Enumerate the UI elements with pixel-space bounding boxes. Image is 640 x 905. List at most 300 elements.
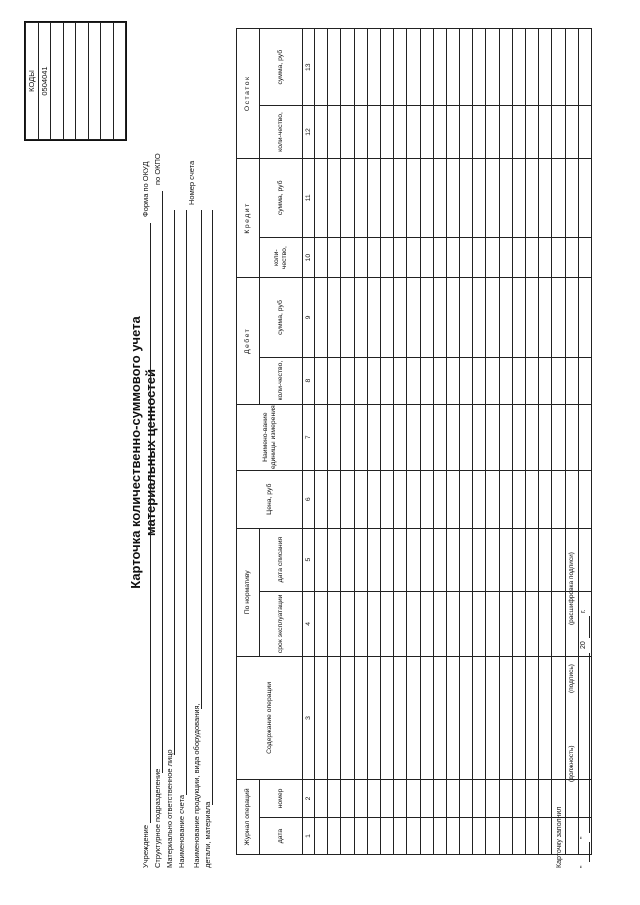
table-cell [552, 158, 565, 237]
codes-block [25, 22, 126, 140]
table-cell [526, 404, 539, 470]
table-cell [394, 278, 407, 357]
balance-sum-header: сумма, руб [260, 29, 303, 106]
table-cell [486, 779, 499, 817]
table-cell [407, 528, 420, 591]
table-cell [526, 158, 539, 237]
table-cell [499, 158, 512, 237]
table-cell [460, 404, 473, 470]
table-cell [473, 404, 486, 470]
table-cell [328, 591, 341, 656]
table-cell [420, 29, 433, 106]
product-name-label-2: детали, материала [203, 801, 212, 868]
table-cell [460, 591, 473, 656]
table-cell [552, 470, 565, 528]
table-row [486, 29, 499, 855]
table-cell [341, 591, 354, 656]
table-cell [367, 278, 380, 357]
table-cell [367, 656, 380, 779]
table-cell [512, 238, 525, 278]
table-cell [433, 591, 446, 656]
table-cell [499, 470, 512, 528]
table-cell [552, 656, 565, 779]
table-cell [578, 158, 591, 237]
table-cell [341, 404, 354, 470]
table-cell [433, 470, 446, 528]
column-numbers-row [303, 29, 315, 855]
table-cell [486, 470, 499, 528]
table-cell [512, 106, 525, 158]
signature-line [565, 643, 566, 705]
table-cell [539, 528, 552, 591]
table-cell [539, 470, 552, 528]
table-cell [552, 278, 565, 357]
table-cell [512, 528, 525, 591]
column-number: 12 [303, 106, 315, 158]
table-cell [526, 818, 539, 855]
table-cell [526, 656, 539, 779]
table-cell [380, 818, 393, 855]
table-cell [460, 106, 473, 158]
table-cell [526, 278, 539, 357]
table-cell [407, 591, 420, 656]
table-cell [565, 29, 578, 106]
table-cell [380, 357, 393, 404]
table-cell [407, 404, 420, 470]
table-cell [380, 528, 393, 591]
table-cell [328, 404, 341, 470]
table-cell [394, 470, 407, 528]
table-cell [552, 106, 565, 158]
table-cell [394, 404, 407, 470]
table-cell [578, 404, 591, 470]
table-cell [526, 528, 539, 591]
table-cell [446, 591, 459, 656]
table-cell [380, 404, 393, 470]
table-cell [486, 158, 499, 237]
codes-header: КОДЫ [26, 23, 39, 140]
table-cell [460, 158, 473, 237]
table-cell [394, 238, 407, 278]
table-row [367, 29, 380, 855]
table-cell [328, 818, 341, 855]
table-cell [446, 158, 459, 237]
year-prefix: 20 [580, 641, 587, 649]
table-cell [473, 470, 486, 528]
table-cell [552, 591, 565, 656]
table-row [380, 29, 393, 855]
table-row [552, 29, 565, 855]
table-cell [473, 106, 486, 158]
table-cell [420, 591, 433, 656]
table-cell [473, 158, 486, 237]
table-cell [328, 238, 341, 278]
table-cell [394, 158, 407, 237]
table-cell [420, 528, 433, 591]
table-cell [486, 29, 499, 106]
table-cell [394, 779, 407, 817]
table-cell [539, 656, 552, 779]
decoding-caption: (расшифровка подписи) [568, 552, 575, 625]
signature-caption: (подпись) [568, 664, 575, 693]
table-cell [394, 357, 407, 404]
table-cell [433, 779, 446, 817]
table-row [354, 29, 367, 855]
column-number: 6 [303, 470, 315, 528]
table-cell [446, 470, 459, 528]
norm-header: По нормативу [237, 528, 260, 656]
table-cell [407, 357, 420, 404]
product-name-line-2 [212, 210, 213, 805]
table-cell [328, 29, 341, 106]
table-cell [499, 404, 512, 470]
table-row [394, 29, 407, 855]
table-row [328, 29, 341, 855]
table-cell [446, 238, 459, 278]
table-cell [526, 470, 539, 528]
table-cell [473, 357, 486, 404]
table-cell [354, 656, 367, 779]
table-cell [446, 818, 459, 855]
table-cell [433, 528, 446, 591]
table-cell [367, 818, 380, 855]
balance-qty-header: коли-чество, [260, 106, 303, 158]
table-cell [420, 656, 433, 779]
table-cell [341, 158, 354, 237]
table-cell [552, 29, 565, 106]
table-row [512, 29, 525, 855]
data-rows [315, 29, 592, 855]
table-cell [420, 158, 433, 237]
table-cell [380, 591, 393, 656]
table-cell [512, 470, 525, 528]
table-cell [354, 404, 367, 470]
table-cell [380, 29, 393, 106]
table-cell [354, 29, 367, 106]
table-cell [407, 158, 420, 237]
table-cell [380, 470, 393, 528]
table-cell [420, 357, 433, 404]
column-number: 2 [303, 779, 315, 817]
table-cell [315, 404, 328, 470]
table-cell [420, 238, 433, 278]
table-cell [380, 158, 393, 237]
table-cell [446, 29, 459, 106]
table-cell [446, 357, 459, 404]
debit-sum-header: сумма, руб [260, 278, 303, 357]
table-cell [512, 779, 525, 817]
form-subtitle: материальных ценностей [143, 369, 158, 536]
column-number: 10 [303, 238, 315, 278]
table-cell [499, 528, 512, 591]
table-cell [433, 656, 446, 779]
credit-header: Кредит [237, 158, 260, 278]
table-cell [552, 404, 565, 470]
table-cell [552, 528, 565, 591]
table-cell [354, 106, 367, 158]
table-cell [354, 818, 367, 855]
table-cell [512, 29, 525, 106]
year-line [589, 616, 590, 638]
table-cell [499, 357, 512, 404]
table-cell [367, 779, 380, 817]
table-cell [341, 779, 354, 817]
column-number: 8 [303, 357, 315, 404]
table-cell [460, 29, 473, 106]
table-cell [565, 278, 578, 357]
table-cell [565, 404, 578, 470]
table-cell [367, 470, 380, 528]
table-cell [512, 357, 525, 404]
institution-label: Учреждение [141, 825, 150, 868]
table-cell [433, 29, 446, 106]
table-cell [407, 470, 420, 528]
table-cell [420, 404, 433, 470]
table-cell [526, 238, 539, 278]
table-cell [552, 357, 565, 404]
month-line [589, 653, 590, 833]
table-cell [526, 779, 539, 817]
table-cell [486, 106, 499, 158]
table-row [407, 29, 420, 855]
table-cell [341, 357, 354, 404]
table-row [499, 29, 512, 855]
table-cell [394, 106, 407, 158]
table-cell [512, 278, 525, 357]
table-cell [565, 158, 578, 237]
position-caption: (должность) [568, 745, 575, 782]
table-cell [341, 528, 354, 591]
table-cell [460, 470, 473, 528]
table-cell [367, 158, 380, 237]
table-cell [539, 591, 552, 656]
journal-header: Журнал операций [237, 779, 260, 854]
table-cell [512, 818, 525, 855]
table-cell [367, 591, 380, 656]
subdivision-label: Структурное подразделение [153, 768, 162, 868]
table-cell [578, 357, 591, 404]
table-cell [539, 29, 552, 106]
table-cell [473, 779, 486, 817]
table-cell [565, 238, 578, 278]
table-cell [526, 106, 539, 158]
table-cell [486, 278, 499, 357]
table-cell [420, 818, 433, 855]
table-cell [526, 29, 539, 106]
table-cell [512, 404, 525, 470]
table-cell [499, 278, 512, 357]
table-cell [315, 656, 328, 779]
table-cell [354, 278, 367, 357]
table-cell [420, 106, 433, 158]
account-number-code [88, 23, 101, 140]
credit-qty-header: коли-чество, [260, 238, 303, 278]
table-cell [486, 238, 499, 278]
column-number: 1 [303, 818, 315, 855]
column-number: 13 [303, 29, 315, 106]
table-cell [328, 470, 341, 528]
column-number: 3 [303, 656, 315, 779]
table-cell [539, 404, 552, 470]
table-row [473, 29, 486, 855]
table-cell [315, 779, 328, 817]
table-cell [420, 470, 433, 528]
okpo-code [51, 23, 64, 140]
movement-table [236, 28, 592, 855]
table-cell [341, 29, 354, 106]
table-cell [526, 357, 539, 404]
table-cell [512, 158, 525, 237]
table-cell [328, 779, 341, 817]
table-cell [341, 470, 354, 528]
table-cell [473, 238, 486, 278]
column-number: 4 [303, 591, 315, 656]
table-cell [446, 656, 459, 779]
table-cell [394, 818, 407, 855]
table-cell [341, 818, 354, 855]
table-cell [315, 106, 328, 158]
operation-header: Содержание операции [237, 656, 303, 779]
table-cell [328, 106, 341, 158]
table-cell [354, 238, 367, 278]
table-cell [380, 278, 393, 357]
table-cell [499, 656, 512, 779]
table-row [420, 29, 433, 855]
table-cell [328, 656, 341, 779]
table-cell [407, 779, 420, 817]
table-cell [433, 158, 446, 237]
table-cell [341, 656, 354, 779]
table-cell [354, 357, 367, 404]
table-cell [407, 106, 420, 158]
okud-label: Форма по ОКУД [141, 161, 150, 217]
table-cell [367, 106, 380, 158]
table-cell [394, 591, 407, 656]
table-cell [354, 528, 367, 591]
table-cell [420, 278, 433, 357]
table-cell [473, 591, 486, 656]
table-cell [315, 357, 328, 404]
okud-code: 0504041 [38, 23, 51, 140]
table-cell [526, 591, 539, 656]
column-number: 5 [303, 528, 315, 591]
position-line [565, 715, 566, 800]
table-cell [499, 818, 512, 855]
table-cell [460, 238, 473, 278]
table-cell [565, 470, 578, 528]
table-cell [328, 278, 341, 357]
table-cell [315, 818, 328, 855]
table-cell [552, 238, 565, 278]
table-cell [341, 106, 354, 158]
product-name-line [201, 210, 202, 709]
okpo-label: по ОКПО [153, 153, 162, 185]
table-cell [407, 278, 420, 357]
table-cell [407, 238, 420, 278]
form-title: Карточка количественно-суммового учета [128, 316, 143, 589]
table-cell [315, 158, 328, 237]
table-cell [354, 470, 367, 528]
table-cell [473, 656, 486, 779]
table-cell [380, 106, 393, 158]
table-cell [539, 158, 552, 237]
product-name-label: Наименование продукции, вида оборудования, [192, 703, 201, 868]
table-cell [446, 404, 459, 470]
table-cell [433, 106, 446, 158]
table-cell [407, 29, 420, 106]
table-cell [578, 29, 591, 106]
table-cell [565, 106, 578, 158]
table-cell [460, 357, 473, 404]
table-cell [446, 779, 459, 817]
table-cell [486, 818, 499, 855]
table-cell [394, 656, 407, 779]
table-cell [565, 818, 578, 855]
table-cell [328, 158, 341, 237]
table-cell [380, 656, 393, 779]
table-cell [433, 404, 446, 470]
table-row [565, 29, 578, 855]
table-cell [315, 591, 328, 656]
responsible-person-line [174, 210, 175, 755]
service-life-header: срок эксплуатации [260, 591, 303, 656]
table-row [526, 29, 539, 855]
table-cell [539, 779, 552, 817]
table-cell [367, 528, 380, 591]
table-cell [407, 818, 420, 855]
price-header: Цена, руб [237, 470, 303, 528]
column-number: 7 [303, 404, 315, 470]
table-cell [394, 29, 407, 106]
table-row [315, 29, 328, 855]
table-cell [354, 158, 367, 237]
table-cell [578, 278, 591, 357]
table-cell [539, 278, 552, 357]
date-header: дата [260, 818, 303, 855]
table-cell [539, 238, 552, 278]
table-cell [486, 357, 499, 404]
year-suffix: г. [580, 609, 587, 613]
table-cell [512, 591, 525, 656]
table-cell [367, 238, 380, 278]
table-row [460, 29, 473, 855]
table-cell [486, 404, 499, 470]
table-cell [499, 779, 512, 817]
table-cell [578, 238, 591, 278]
filled-by-label: Карточку заполнил [556, 806, 563, 868]
table-cell [539, 818, 552, 855]
table-cell [460, 278, 473, 357]
account-name-line [186, 210, 187, 795]
table-row [539, 29, 552, 855]
table-cell [354, 779, 367, 817]
table-cell [473, 818, 486, 855]
debit-qty-header: коли-чество, [260, 357, 303, 404]
table-row [433, 29, 446, 855]
table-cell [367, 357, 380, 404]
institution-line [150, 223, 151, 823]
table-cell [315, 528, 328, 591]
responsible-person-label: Материально ответственное лицо [165, 749, 174, 868]
table-cell [446, 528, 459, 591]
table-cell [539, 106, 552, 158]
table-cell [394, 528, 407, 591]
table-cell [473, 278, 486, 357]
table-cell [315, 278, 328, 357]
table-cell [578, 470, 591, 528]
table-cell [354, 591, 367, 656]
table-cell [367, 404, 380, 470]
